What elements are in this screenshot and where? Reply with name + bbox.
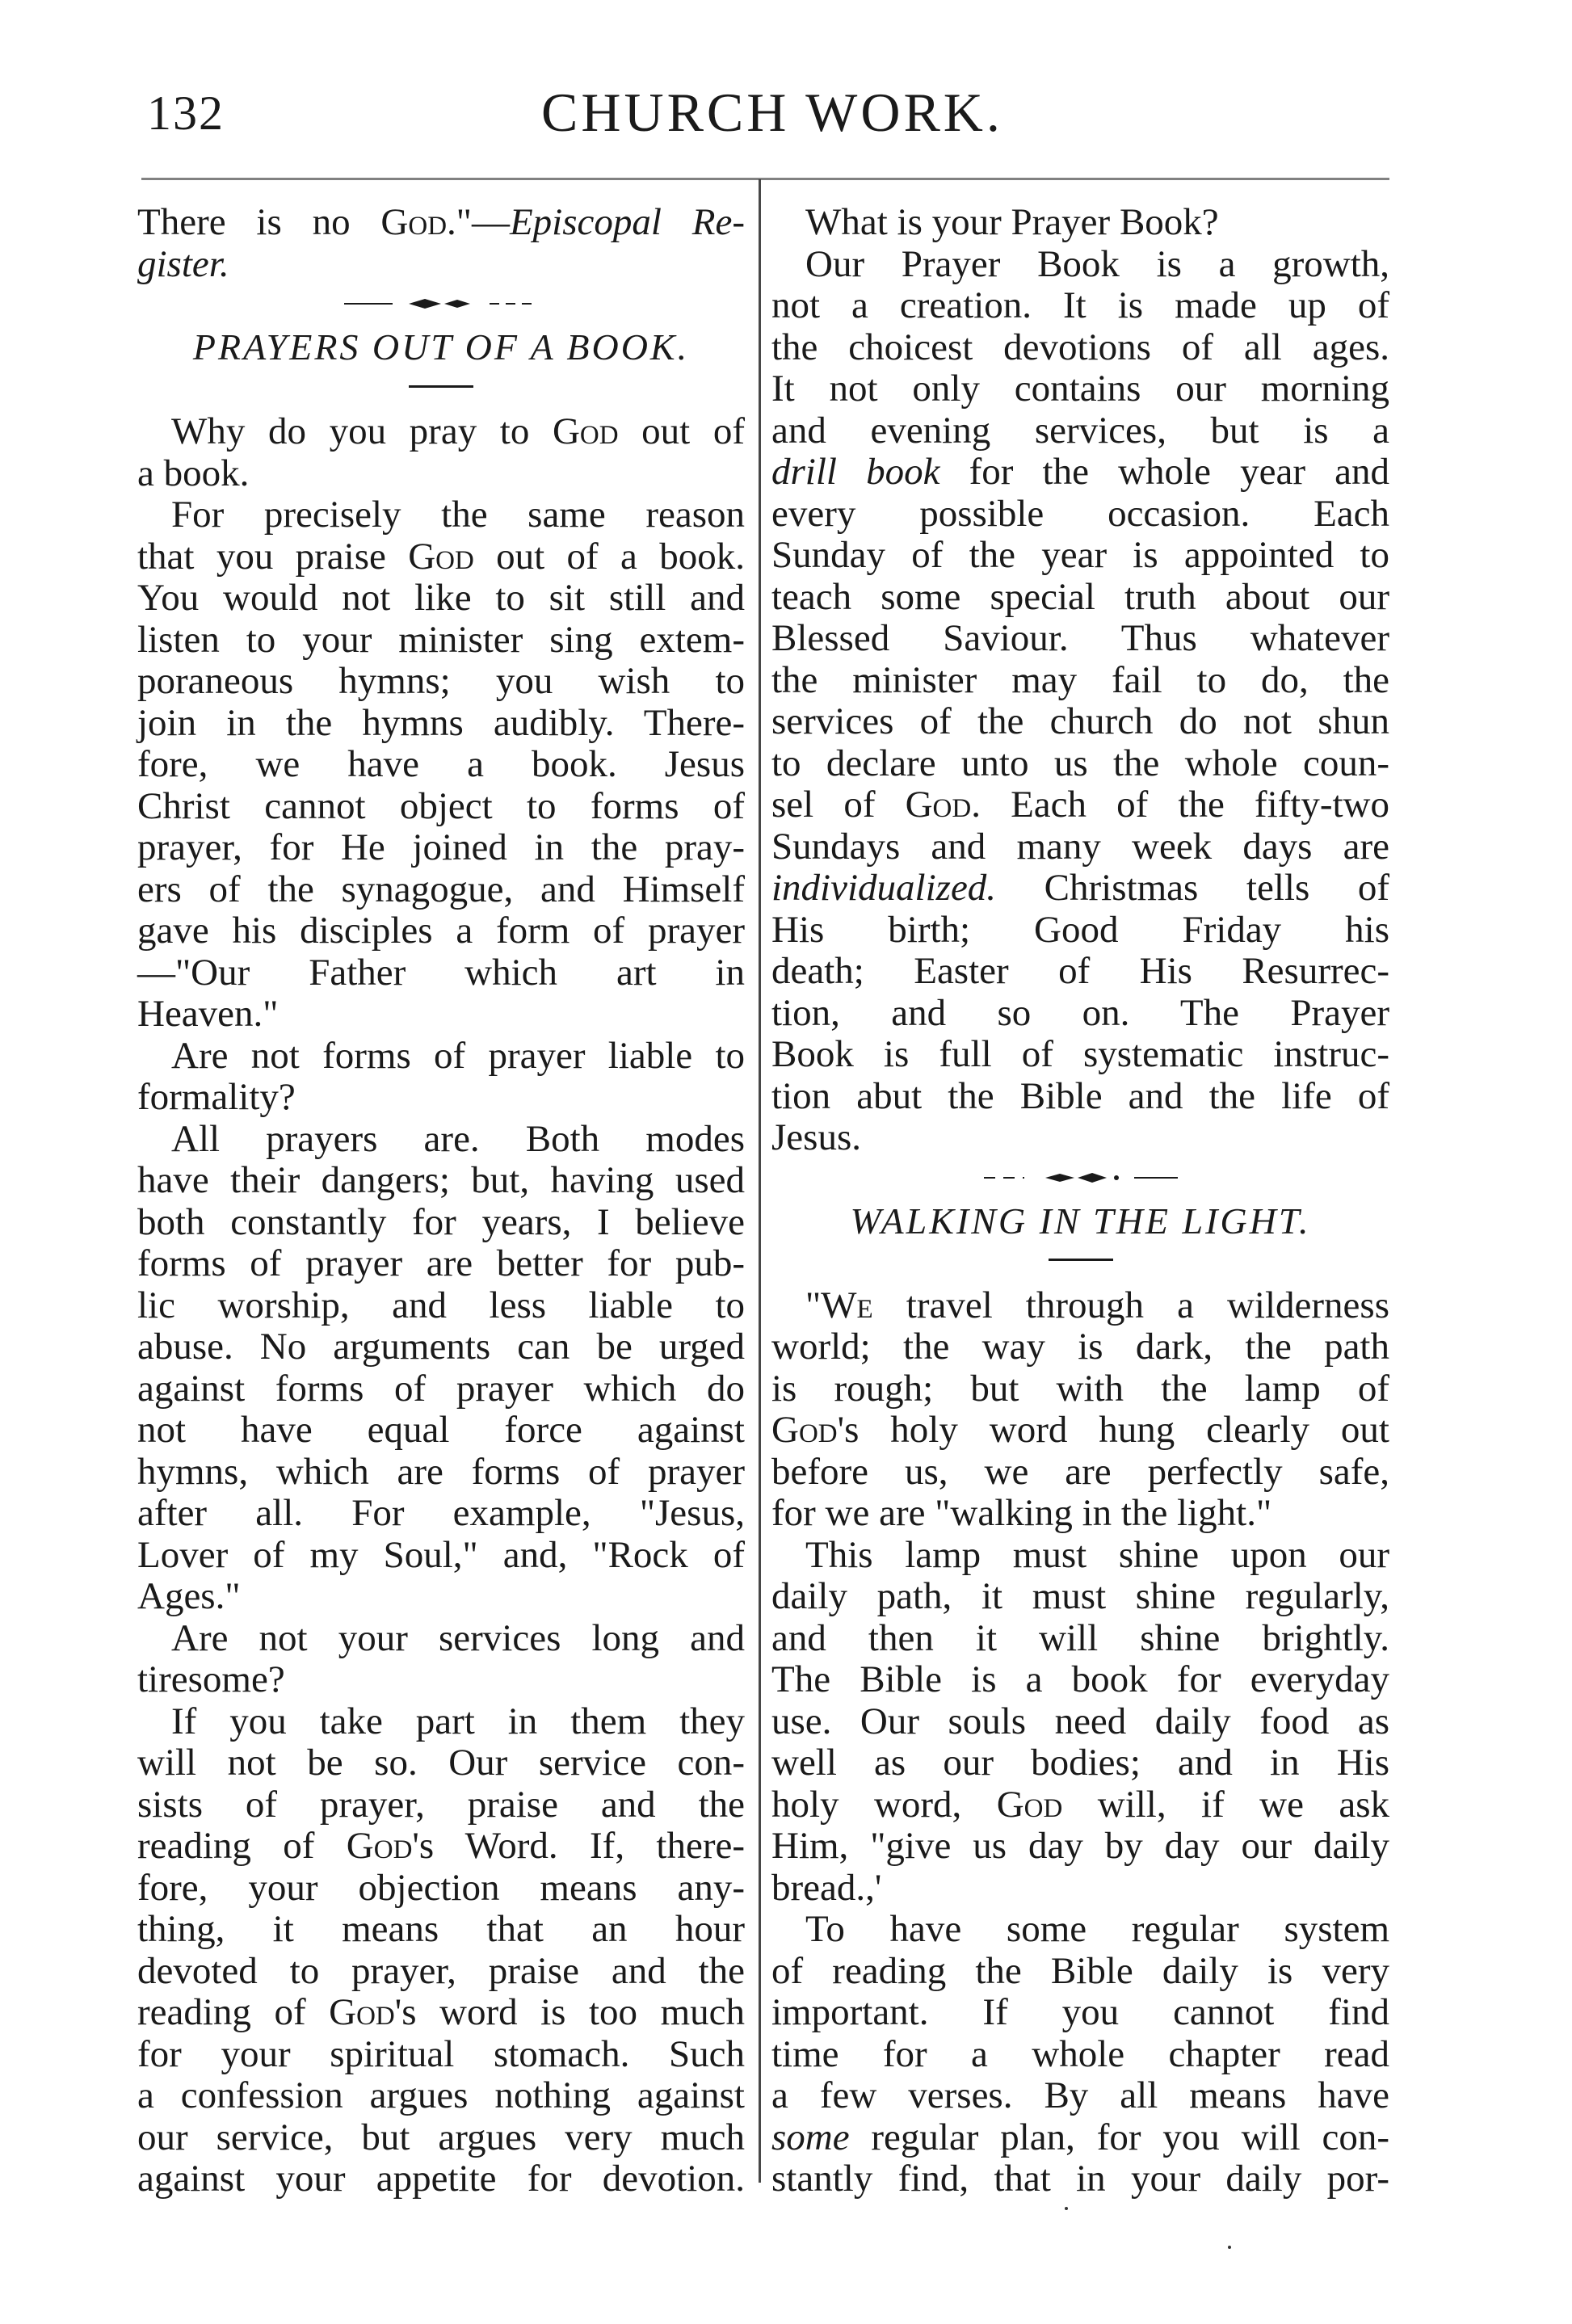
paragraph-a2: All prayers are. Both modes have their dangers; but, having used both constantly for years, I believe forms of prayer are better for pub- lic worship, and less liable to abuse. No arguments can be urged against forms of prayer which do not have equal force against hymns, which are forms of prayer after all. For example, "Jesus, Lover of my Soul," and, "Rock of Ages." (137, 1117, 745, 1617)
right-column (771, 202, 1389, 2200)
page-number: 132 (147, 86, 225, 140)
article-heading-prayers: PRAYERS OUT OF A BOOK. (192, 326, 690, 368)
ornament-divider (771, 1159, 1389, 1196)
paragraph-a3: If you take part in them they will not be so. Our service con- sists of prayer, praise and the reading of God's Word. If, there- fore, your objection means any- thing, it means that an hour devoted to prayer, praise and the reading of God's word is too much for your spiritual stomach. Such a confession argues nothing against our service, but argues very much against your appetite for devotion. (137, 1700, 745, 2200)
paragraph-q1: Why do you pray to God out of a book. (137, 410, 745, 494)
running-head: CHURCH WORK. (541, 82, 1003, 143)
heading-rule (771, 1246, 1389, 1274)
paragraph-q3: Are not your services long and tiresome? (137, 1616, 745, 1700)
continued-text: There is no God."—Episcopal Re- gister. (137, 201, 745, 285)
print-speck (1228, 2246, 1231, 2249)
paragraph-a4: Our Prayer Book is a growth, not a creation. It is made up of the choicest devotions of all ages. It not only contains our morning and evening services, but is a drill book for the whole year and every possible occasion. Each Sunday of the year is appointed to teach some special truth about our Blessed Saviour. Thus whatever the minister may fail to do, the services of the church do not shun to declare unto us the whole coun- sel of God. Each of the fifty-two Sundays and many week days are individualized. Christmas tells of His birth; Good Friday his death; Easter of His Resurrec- tion, and so on. The Prayer Book is full of systematic instruc- tion abut the Bible and the life of Jesus. (771, 242, 1389, 1158)
column-divider (759, 179, 761, 2183)
heading-rule (137, 372, 745, 400)
header-rule (141, 178, 1389, 180)
print-speck (1065, 2207, 1068, 2210)
left-column (137, 202, 745, 2200)
paragraph-q2: Are not forms of prayer liable to formality? (137, 1034, 745, 1118)
article-heading-walking: WALKING IN THE LIGHT. (850, 1200, 1311, 1242)
paragraph-p1: "We travel through a wilderness world; the way is dark, the path is rough; but with the lamp of God's holy word hung clearly out before us, we are perfectly safe, for we are "walking in the light." (771, 1284, 1389, 1534)
ornament-divider (137, 285, 745, 322)
paragraph-a1: For precisely the same reason that you praise God out of a book. You would not like to sit still and listen to your minister sing extem- poraneous hymns; you wish to join in the hymns audibly. There- fore, we have a book. Jesus Christ cannot object to forms of prayer, for He joined in the pray- ers of the synagogue, and Himself gave his disciples a form of prayer —"Our Father which art in Heaven." (137, 494, 745, 1035)
paragraph-p2: This lamp must shine upon our daily path, it must shine regularly, and then it will shine brightly. The Bible is a book for everyday use. Our souls need daily food as well as our bodies; and in His holy word, God will, if we ask Him, "give us day by day our daily bread.,' (771, 1533, 1390, 1909)
paragraph-p3: To have some regular system of reading the Bible daily is very important. If you cannot find time for a whole chapter read a few verses. By all means have some regular plan, for you will con- stantly find, that in your daily por- (771, 1908, 1389, 2200)
paragraph-q4: What is your Prayer Book? (805, 201, 1219, 243)
